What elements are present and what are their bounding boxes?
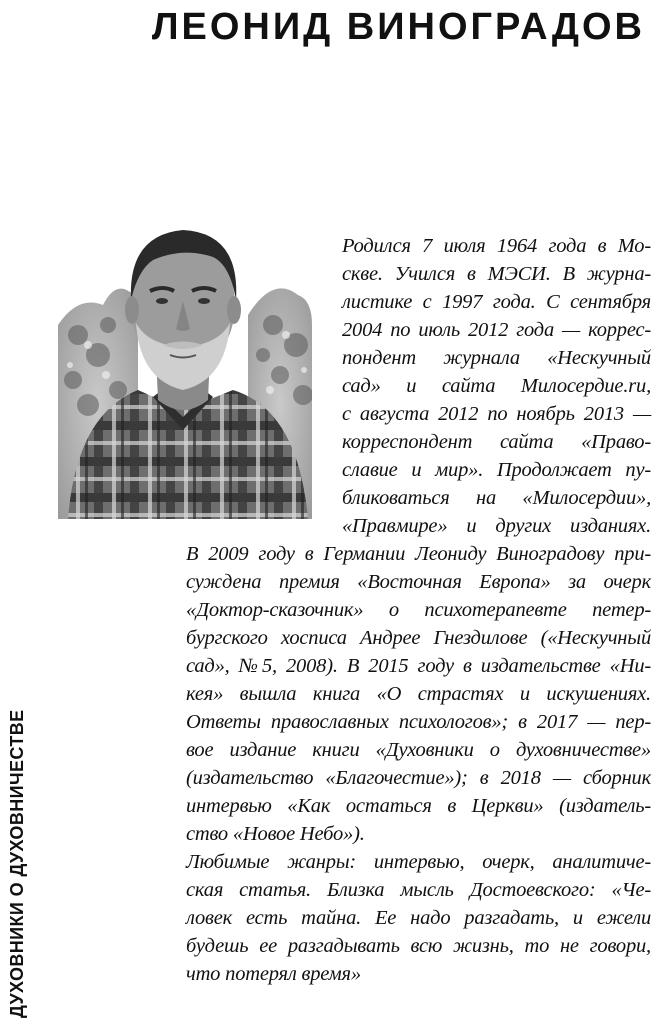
bio-line: Ответы православных психологов»; в 2017 — пер- [186, 711, 651, 733]
bio-line: (издательство «Благочестие»); в 2018 — сборник [186, 767, 651, 789]
author-photo [58, 205, 312, 519]
bio-line: сад», №5, 2008). В 2015 году в издательстве «Ни- [186, 655, 651, 677]
bio-line: «Правмире» и других изданиях. [342, 515, 651, 537]
bio-line: суждена премия «Восточная Европа» за очерк [186, 571, 651, 593]
bio-line: что потерял время» [186, 963, 361, 985]
bio-line: ловек есть тайна. Ее надо разгадать, и ежели [186, 907, 651, 929]
bio-line: бургского хосписа Андрее Гнездилове («Нескучный [186, 627, 651, 649]
bio-line: ская статья. Близка мысль Достоевского: «Че- [186, 879, 651, 901]
bio-line: вое издание книги «Духовники о духовничестве» [186, 739, 651, 761]
bio-line: бликоваться на «Милосердии», [342, 487, 651, 509]
bio-line: интервью «Как остаться в Церкви» (издатель- [186, 795, 651, 817]
bio-line: 2004 по июль 2012 года — коррес- [342, 319, 651, 341]
author-name-heading: ЛЕОНИД ВИНОГРАДОВ [151, 6, 645, 48]
bio-line: славие и мир». Продолжает пу- [342, 459, 651, 481]
bio-line: В 2009 году в Германии Леониду Виноградову при- [186, 543, 651, 565]
bio-line: пондент журнала «Нескучный [342, 347, 651, 369]
bio-line: «Доктор-сказочник» о психотерапевте петер- [186, 599, 651, 621]
bio-line: с августа 2012 по ноябрь 2013 — [342, 403, 651, 425]
author-portrait-image [58, 205, 312, 519]
bio-line: будешь ее разгадывать всю жизнь, то не говори, [186, 935, 651, 957]
spine-book-title: ДУХОВНИКИ О ДУХОВНИЧЕСТВЕ [7, 709, 27, 1018]
bio-line: листике с 1997 года. С сентября [342, 291, 651, 313]
bio-line: Любимые жанры: интервью, очерк, аналитиче- [186, 851, 651, 873]
bio-line: ство «Новое Небо»). [186, 823, 365, 845]
bio-line: скве. Учился в МЭСИ. В журна- [342, 263, 651, 285]
bio-line: кея» вышла книга «О страстях и искушениях. [186, 683, 651, 705]
bio-line: Родился 7 июля 1964 года в Мо- [342, 235, 651, 257]
bio-line: сад» и сайта Милосердие.ru, [342, 375, 651, 397]
bio-line: корреспондент сайта «Право- [342, 431, 651, 453]
